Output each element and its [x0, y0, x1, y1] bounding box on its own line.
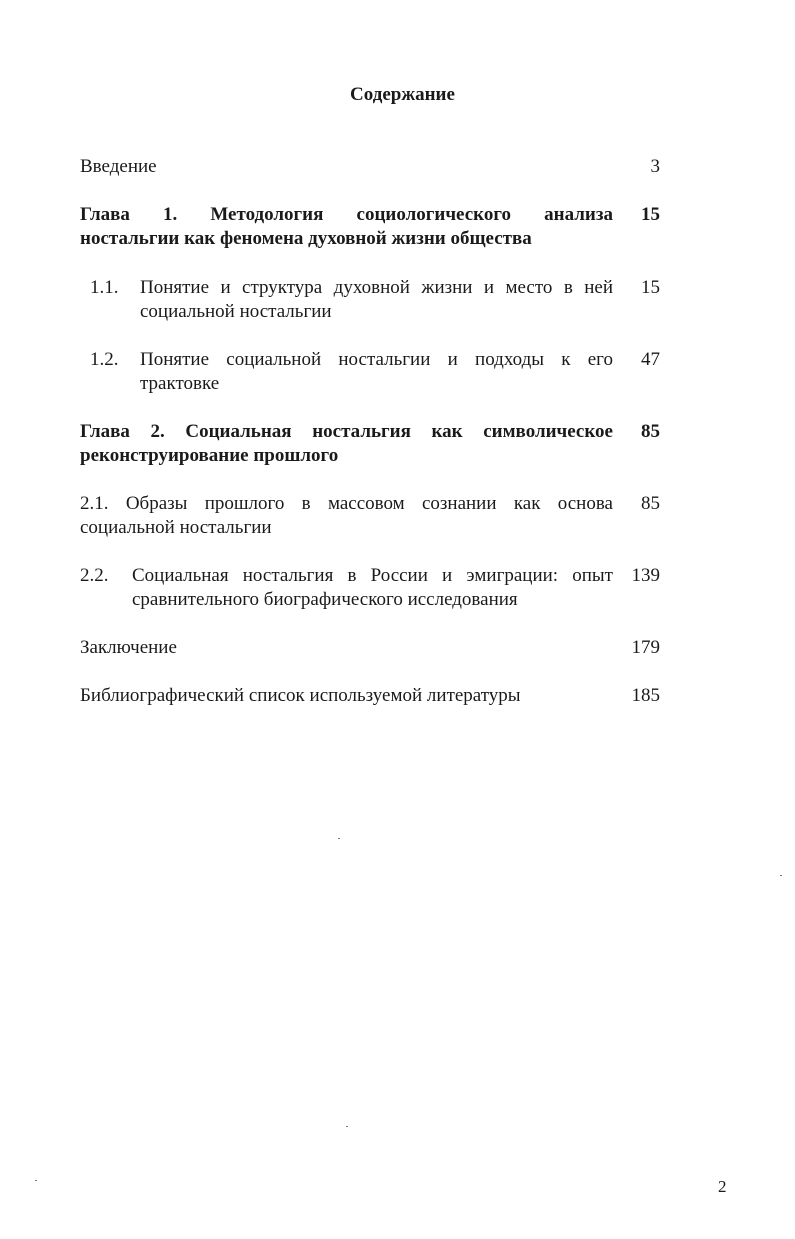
toc-page-number: 85 — [641, 493, 660, 514]
toc-entry-text: Введение — [80, 156, 157, 177]
toc-page-number: 3 — [650, 156, 660, 177]
toc-section-number: 1.2. — [90, 349, 119, 370]
toc-page-number: 15 — [641, 204, 660, 225]
toc-entry-text: 2.1. Образы прошлого в массовом сознании как основа — [80, 493, 613, 514]
toc-entry-bibliography — [80, 684, 660, 708]
toc-entry-chapter-2 — [80, 420, 660, 468]
toc-entry-text: реконструирование прошлого — [80, 445, 339, 466]
toc-section-number: 1.1. — [90, 277, 119, 298]
toc-entry-text: сравнительного биографического исследования — [132, 589, 518, 610]
toc-page-number: 139 — [631, 565, 660, 586]
scan-speck — [780, 875, 782, 876]
scan-speck — [346, 1126, 348, 1127]
toc-page-number: 15 — [641, 277, 660, 298]
scan-speck — [338, 838, 340, 839]
toc-entry-text: ностальгии как феномена духовной жизни общества — [80, 228, 532, 249]
toc-section-number: 2.2. — [80, 565, 109, 586]
toc-entry-section-1-2 — [80, 348, 660, 396]
toc-entry-text: Библиографический список используемой литературы — [80, 685, 521, 706]
toc-entry-section-2-2 — [80, 564, 660, 612]
scan-speck — [35, 1180, 37, 1181]
toc-entry-text: трактовке — [140, 373, 220, 394]
toc-entry-text: Понятие и структура духовной жизни и место в ней — [140, 277, 613, 298]
toc-entry-text: социальной ностальгии — [140, 301, 332, 322]
toc-entry-text: Глава 2. Социальная ностальгия как символическое — [80, 421, 613, 442]
toc-entry-text: Глава 1. Методология социологического анализа — [80, 204, 613, 225]
toc-entry-text: Заключение — [80, 637, 177, 658]
toc-page-number: 85 — [641, 421, 660, 442]
toc-entry-text: Социальная ностальгия в России и эмиграции: опыт — [132, 565, 613, 586]
toc-entry-introduction — [80, 155, 660, 179]
toc-page-number: 47 — [641, 349, 660, 370]
toc-page-number: 185 — [631, 685, 660, 706]
toc-entry-chapter-1 — [80, 203, 660, 251]
toc-entry-text: Понятие социальной ностальгии и подходы к его — [140, 349, 613, 370]
toc-entry-section-1-1 — [80, 276, 660, 324]
toc-entry-conclusion — [80, 636, 660, 660]
toc-entry-section-2-1 — [80, 492, 660, 540]
toc-entry-text: социальной ностальгии — [80, 517, 272, 538]
page-title: Содержание — [350, 84, 455, 105]
page-number: 2 — [718, 1177, 727, 1196]
toc-page-number: 179 — [631, 637, 660, 658]
